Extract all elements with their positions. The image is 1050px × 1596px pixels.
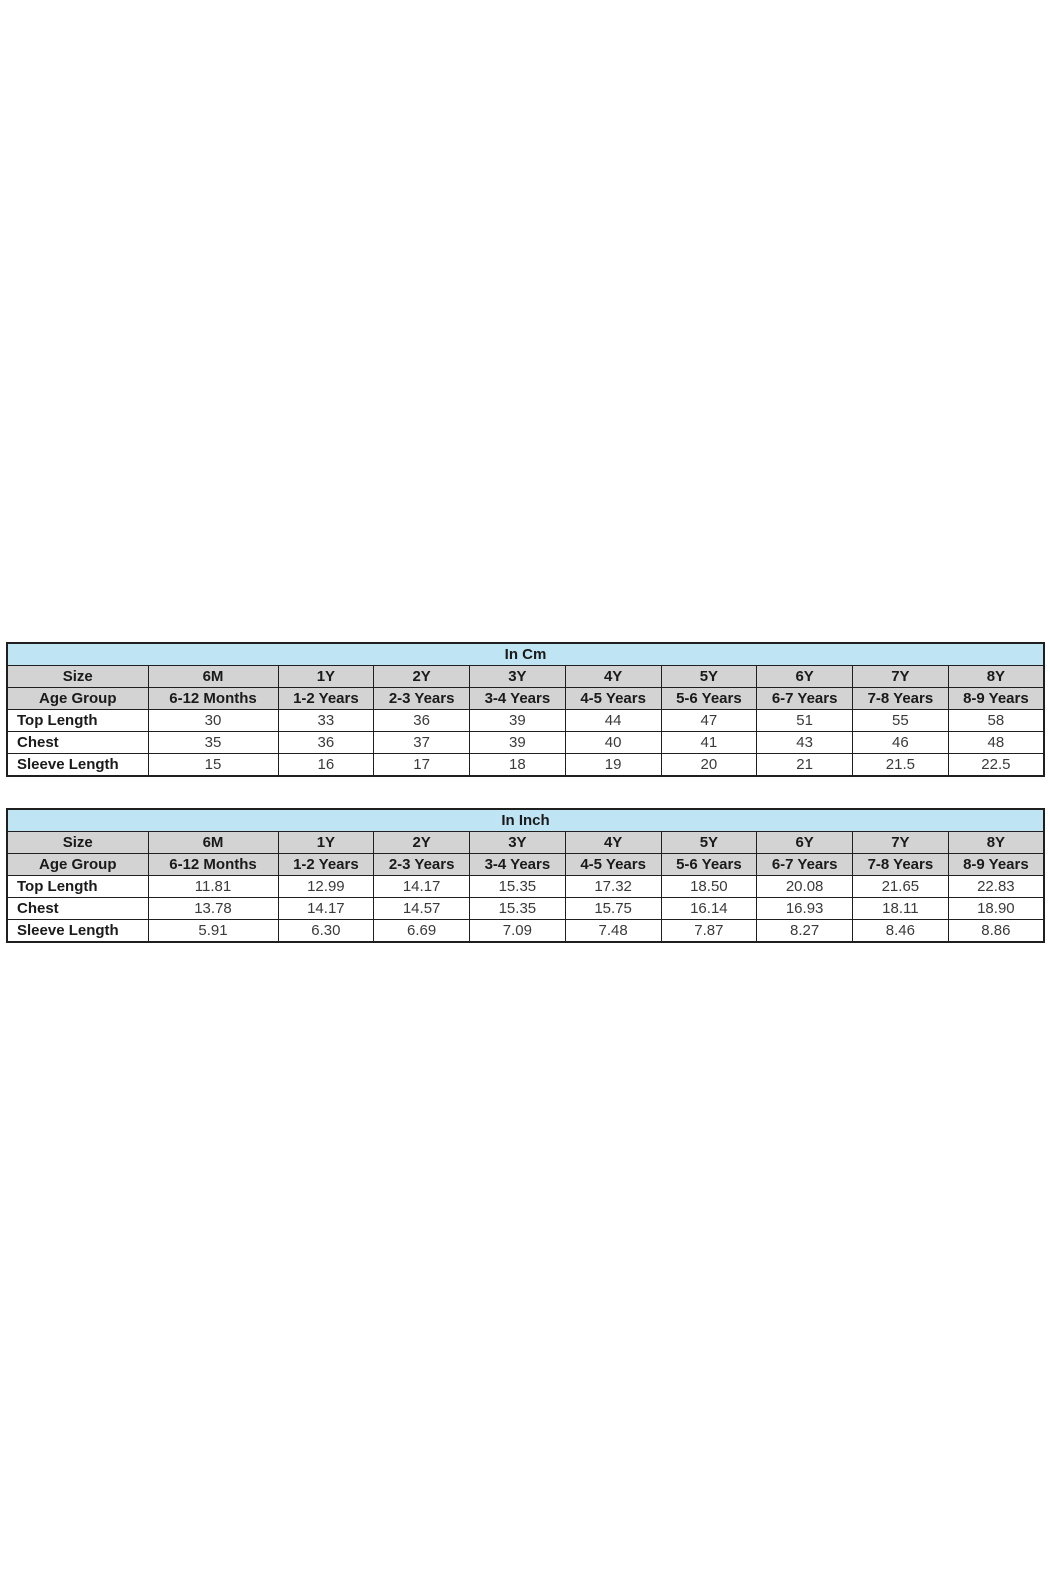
row-label: Top Length (7, 710, 148, 732)
row-label: Sleeve Length (7, 920, 148, 943)
header-cell: 8-9 Years (948, 688, 1044, 710)
value-cell: 21.5 (853, 754, 949, 777)
header-cell: 2Y (374, 832, 470, 854)
table-title-row (7, 809, 1044, 832)
row-label: Size (7, 832, 148, 854)
header-cell: 1Y (278, 666, 374, 688)
value-cell: 41 (661, 732, 757, 754)
header-cell: 5-6 Years (661, 854, 757, 876)
header-cell: 2Y (374, 666, 470, 688)
value-cell: 15 (148, 754, 278, 777)
value-cell: 5.91 (148, 920, 278, 943)
size-chart-inch-table (6, 808, 1045, 943)
value-cell: 35 (148, 732, 278, 754)
value-cell: 14.17 (278, 898, 374, 920)
header-cell: 5Y (661, 666, 757, 688)
value-cell: 7.87 (661, 920, 757, 943)
value-cell: 14.57 (374, 898, 470, 920)
header-cell: 3Y (470, 666, 566, 688)
header-cell: 7-8 Years (853, 854, 949, 876)
value-cell: 13.78 (148, 898, 278, 920)
value-cell: 37 (374, 732, 470, 754)
value-cell: 33 (278, 710, 374, 732)
header-cell: 6-7 Years (757, 854, 853, 876)
header-cell: 4-5 Years (565, 854, 661, 876)
value-cell: 18.90 (948, 898, 1044, 920)
value-cell: 11.81 (148, 876, 278, 898)
value-cell: 15.35 (470, 898, 566, 920)
table-row (7, 876, 1044, 898)
value-cell: 6.69 (374, 920, 470, 943)
value-cell: 58 (948, 710, 1044, 732)
value-cell: 18.11 (853, 898, 949, 920)
value-cell: 39 (470, 710, 566, 732)
header-row (7, 666, 1044, 688)
header-cell: 3-4 Years (470, 688, 566, 710)
value-cell: 15.75 (565, 898, 661, 920)
value-cell: 36 (374, 710, 470, 732)
value-cell: 18 (470, 754, 566, 777)
value-cell: 20 (661, 754, 757, 777)
header-cell: 6Y (757, 832, 853, 854)
value-cell: 47 (661, 710, 757, 732)
row-label: Size (7, 666, 148, 688)
value-cell: 55 (853, 710, 949, 732)
value-cell: 14.17 (374, 876, 470, 898)
value-cell: 30 (148, 710, 278, 732)
header-row (7, 854, 1044, 876)
table-row (7, 754, 1044, 777)
value-cell: 20.08 (757, 876, 853, 898)
header-cell: 4Y (565, 832, 661, 854)
header-cell: 2-3 Years (374, 854, 470, 876)
header-cell: 1-2 Years (278, 854, 374, 876)
value-cell: 39 (470, 732, 566, 754)
row-label: Age Group (7, 854, 148, 876)
size-chart-cm-table (6, 642, 1045, 777)
header-cell: 3Y (470, 832, 566, 854)
table-row (7, 920, 1044, 943)
header-row (7, 688, 1044, 710)
value-cell: 21 (757, 754, 853, 777)
header-cell: 4-5 Years (565, 688, 661, 710)
value-cell: 15.35 (470, 876, 566, 898)
value-cell: 7.48 (565, 920, 661, 943)
value-cell: 22.83 (948, 876, 1044, 898)
header-row (7, 832, 1044, 854)
value-cell: 48 (948, 732, 1044, 754)
value-cell: 17 (374, 754, 470, 777)
value-cell: 43 (757, 732, 853, 754)
table-row (7, 710, 1044, 732)
header-cell: 6-12 Months (148, 854, 278, 876)
row-label: Sleeve Length (7, 754, 148, 777)
value-cell: 6.30 (278, 920, 374, 943)
header-cell: 6-12 Months (148, 688, 278, 710)
value-cell: 16.93 (757, 898, 853, 920)
header-cell: 6M (148, 832, 278, 854)
value-cell: 51 (757, 710, 853, 732)
value-cell: 44 (565, 710, 661, 732)
table-title: In Cm (7, 643, 1044, 666)
value-cell: 16.14 (661, 898, 757, 920)
value-cell: 36 (278, 732, 374, 754)
value-cell: 46 (853, 732, 949, 754)
row-label: Top Length (7, 876, 148, 898)
value-cell: 18.50 (661, 876, 757, 898)
value-cell: 22.5 (948, 754, 1044, 777)
header-cell: 8Y (948, 666, 1044, 688)
header-cell: 6M (148, 666, 278, 688)
header-cell: 1Y (278, 832, 374, 854)
table-row (7, 898, 1044, 920)
header-cell: 7-8 Years (853, 688, 949, 710)
value-cell: 21.65 (853, 876, 949, 898)
row-label: Chest (7, 732, 148, 754)
table-title: In Inch (7, 809, 1044, 832)
header-cell: 6-7 Years (757, 688, 853, 710)
header-cell: 3-4 Years (470, 854, 566, 876)
header-cell: 2-3 Years (374, 688, 470, 710)
value-cell: 7.09 (470, 920, 566, 943)
value-cell: 16 (278, 754, 374, 777)
value-cell: 19 (565, 754, 661, 777)
header-cell: 7Y (853, 832, 949, 854)
value-cell: 8.46 (853, 920, 949, 943)
row-label: Chest (7, 898, 148, 920)
row-label: Age Group (7, 688, 148, 710)
table-title-row (7, 643, 1044, 666)
header-cell: 5-6 Years (661, 688, 757, 710)
header-cell: 1-2 Years (278, 688, 374, 710)
header-cell: 6Y (757, 666, 853, 688)
table-row (7, 732, 1044, 754)
value-cell: 8.27 (757, 920, 853, 943)
header-cell: 8Y (948, 832, 1044, 854)
value-cell: 8.86 (948, 920, 1044, 943)
value-cell: 17.32 (565, 876, 661, 898)
value-cell: 12.99 (278, 876, 374, 898)
header-cell: 8-9 Years (948, 854, 1044, 876)
header-cell: 7Y (853, 666, 949, 688)
value-cell: 40 (565, 732, 661, 754)
header-cell: 4Y (565, 666, 661, 688)
header-cell: 5Y (661, 832, 757, 854)
